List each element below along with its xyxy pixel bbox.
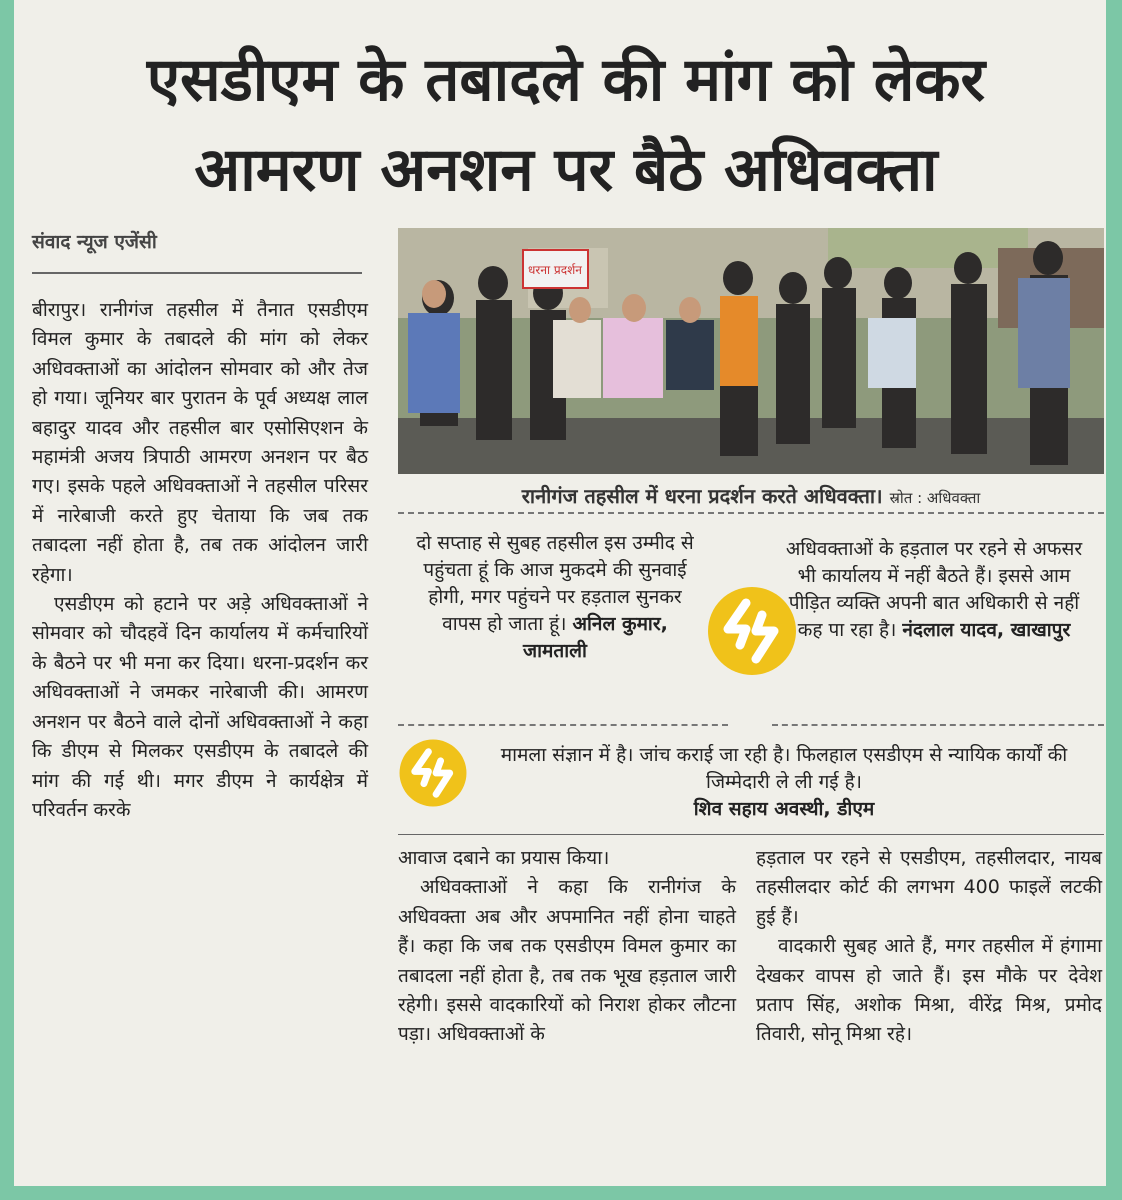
protest-photo-graphic <box>398 228 1104 474</box>
caption-divider <box>398 512 1104 514</box>
column-1-para-2: एसडीएम को हटाने पर अड़े अधिवक्ताओं ने सोमवार को चौदहवें दिन कार्यालय में कर्मचारियों के बैठने पर भी मना कर दिया। धरना-प्रदर्शन कर अधिवक्ताओं ने जमकर नारेबाजी की। आमरण अनशन पर बैठने वाले दोनों अधिवक्ताओं ने कहा कि डीएम से मिलकर एसडीएम के तबादले की मांग की गई थी। मगर डीएम ने कार्यक्षेत्र में परिवर्तन करके <box>32 593 368 821</box>
column-1-para-1: बीरापुर। रानीगंज तहसील में तैनात एसडीएम विमल कुमार के तबादले की मांग को लेकर अधिवक्ताओं का आंदोलन सोमवार को और तेज हो गया। जूनियर बार पुरातन के पूर्व अध्यक्ष लाल बहादुर यादव और तहसील बार एसोसिएशन के महामंत्री अजय त्रिपाठी आमरण अनशन पर बैठ गए। इसके पहले अधिवक्ताओं ने तहसील परिसर में नारेबाजी करते हुए चेताया कि जब तक तबादला नहीं होता है, तब तक आंदोलन जारी रहेगा। <box>32 299 368 586</box>
quote-row-divider-right <box>772 724 1104 726</box>
quote-3-name: शिव सहाय अवस्थी, डीएम <box>693 798 875 820</box>
column-2 <box>398 844 736 1050</box>
column-3-para-2: वादकारी सुबह आते हैं, मगर तहसील में हंगामा देखकर वापस हो जाते हैं। इस मौके पर देवेश प्रताप सिंह, अशोक मिश्रा, वीरेंद्र मिश्र, प्रमोद तिवारी, सोनू मिश्रा रहे। <box>756 935 1102 1046</box>
quote-2-text: अधिवक्ताओं के हड़ताल पर रहने से अफसर भी कार्यालय में नहीं बैठते हैं। इससे आम पीड़ित व्यक्ति अपनी बात अधिकारी से नहीं कह पा रहा है। <box>785 538 1083 641</box>
headline-line-1: एसडीएम के तबादले की मांग को लेकर <box>146 45 986 115</box>
column-3-para-1: हड़ताल पर रहने से एसडीएम, तहसीलदार, नायब तहसीलदार कोर्ट की लगभग 400 फाइलें लटकी हुई हैं। <box>756 847 1102 928</box>
right-frame <box>1106 0 1122 1200</box>
quote-3-divider <box>398 834 1104 835</box>
column-2-para-1: आवाज दबाने का प्रयास किया। <box>398 847 610 869</box>
quote-1 <box>410 530 700 665</box>
newspaper-logo-icon <box>398 738 468 808</box>
quote-3 <box>484 742 1084 823</box>
byline-rule <box>32 272 362 274</box>
column-1 <box>32 296 368 825</box>
photo-caption <box>398 482 1104 509</box>
column-3 <box>756 844 1102 1050</box>
quote-row-divider-left <box>398 724 728 726</box>
headline-line-2: आमरण अनशन पर बैठे अधिवक्ता <box>194 135 938 205</box>
quote-3-text: मामला संज्ञान में है। जांच कराई जा रही है। फिलहाल एसडीएम से न्यायिक कार्यों की जिम्मेदारी ले ली गई है। <box>500 744 1068 793</box>
photo-caption-text: रानीगंज तहसील में धरना प्रदर्शन करते अधिवक्ता। <box>521 484 883 508</box>
quote-1-name: अनिल कुमार, जामताली <box>523 613 668 662</box>
protest-photo <box>398 228 1104 474</box>
quote-2-name: नंदलाल यादव, खाखापुर <box>902 619 1071 641</box>
quote-2 <box>784 536 1084 644</box>
bottom-frame <box>0 1186 1122 1200</box>
newspaper-clipping <box>14 0 1106 1186</box>
photo-banner-text: धरना प्रदर्शन <box>528 263 582 277</box>
left-frame <box>0 0 14 1200</box>
quote-1-text: दो सप्ताह से सुबह तहसील इस उम्मीद से पहुंचता हूं कि आज मुकदमे की सुनवाई होगी, मगर पहुंचने पर हड़ताल सुनकर वापस हो जाता हूं। <box>416 532 694 635</box>
column-2-para-2: अधिवक्ताओं ने कहा कि रानीगंज के अधिवक्ता अब और अपमानित नहीं होना चाहते हैं। कहा कि जब तक एसडीएम विमल कुमार का तबादला नहीं होता है, तब तक भूख हड़ताल जारी रहेगी। इससे वादकारियों को निराश होकर लौटना पड़ा। अधिवक्ताओं के <box>398 876 736 1046</box>
byline: संवाद न्यूज एजेंसी <box>32 231 157 253</box>
photo-source: स्रोत : अधिवक्ता <box>889 489 981 507</box>
